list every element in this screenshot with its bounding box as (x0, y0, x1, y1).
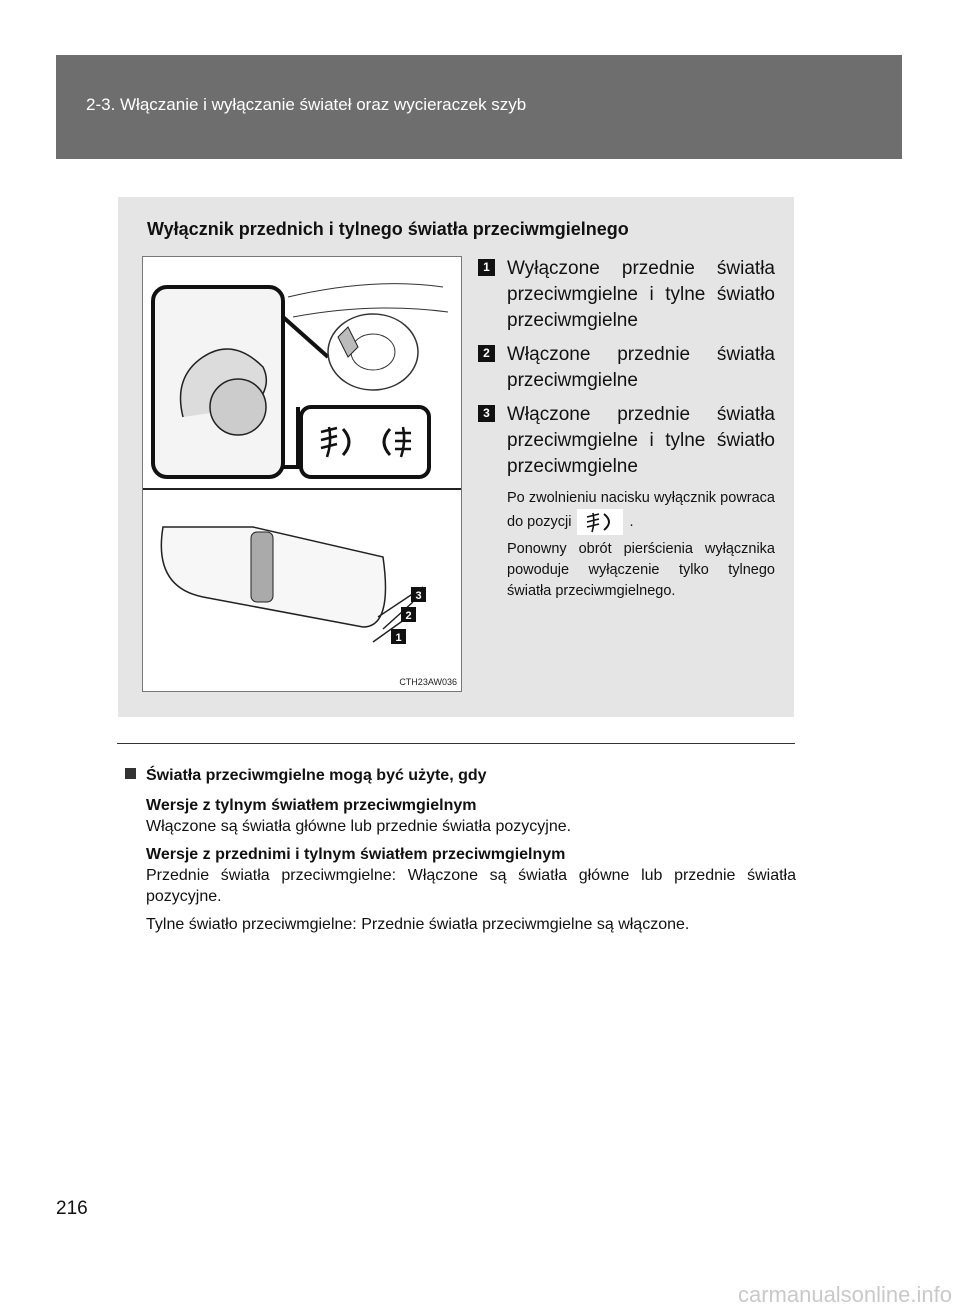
fog-ring-drawing (251, 532, 273, 602)
list-item (477, 402, 775, 480)
subheading-front-rear: Wersje z przednimi i tylnym światłem przeciwmgielnym (146, 846, 566, 863)
watermark: carmanualsonline.info (737, 1282, 952, 1307)
bullet-square-icon (125, 768, 136, 779)
switch-knob-drawing (210, 379, 266, 435)
return-note-end: . (629, 513, 634, 530)
panel-title: Wyłącznik przednich i tylnego światła przeciwmgielnego (147, 219, 629, 239)
switch-drawing (143, 257, 461, 691)
list-item (477, 256, 775, 334)
divider (117, 743, 795, 744)
steering-wheel-drawing (328, 314, 418, 390)
item-number: 1 (478, 259, 495, 276)
fog-switch-illustration (142, 256, 462, 692)
text-front: Przednie światła przeciwmgielne: Włączone są światła główne lub przednie światła pozycyjne. (146, 867, 796, 905)
text-rear: Włączone są światła główne lub przednie światła pozycyjne. (146, 818, 572, 835)
item-number: 3 (478, 405, 495, 422)
item-text: Włączone przednie światła przeciwmgielne i tylne światło przeciwmgielne (507, 404, 775, 477)
item-number: 2 (478, 345, 495, 362)
section-heading (125, 767, 487, 785)
return-note (477, 488, 775, 535)
item-text: Włączone przednie światła przeciwmgielne (507, 344, 775, 391)
fog-light-switch-panel (118, 197, 794, 717)
section-header-bar (56, 55, 902, 159)
figure-code: CTH23AW036 (399, 677, 457, 687)
ring-note: Ponowny obrót pierścienia wyłącznika powoduje wyłączenie tylko tylnego światła przeciwmgielnego. (507, 541, 775, 599)
section-title: 2-3. Włączanie i wyłączanie świateł oraz wycieraczek szyb (86, 95, 527, 114)
subheading-rear: Wersje z tylnym światłem przeciwmgielnym (146, 797, 477, 814)
svg-text:2: 2 (405, 610, 412, 622)
item-text: Wyłączone przednie światła przeciwmgielne i tylne światło przeciwmgielne (507, 258, 775, 331)
section-heading-text: Światła przeciwmgielne mogą być użyte, gdy (146, 767, 487, 784)
text-rear-fog: Tylne światło przeciwmgielne: Przednie światła przeciwmgielne są włączone. (146, 916, 690, 933)
page-number: 216 (56, 1198, 88, 1219)
front-fog-inline-icon (577, 509, 623, 535)
return-note-text: Po zwolnieniu nacisku wyłącznik powraca do pozycji (507, 490, 775, 530)
svg-text:3: 3 (415, 590, 422, 602)
svg-text:1: 1 (395, 632, 402, 644)
position-list (477, 256, 775, 602)
list-item (477, 342, 775, 394)
